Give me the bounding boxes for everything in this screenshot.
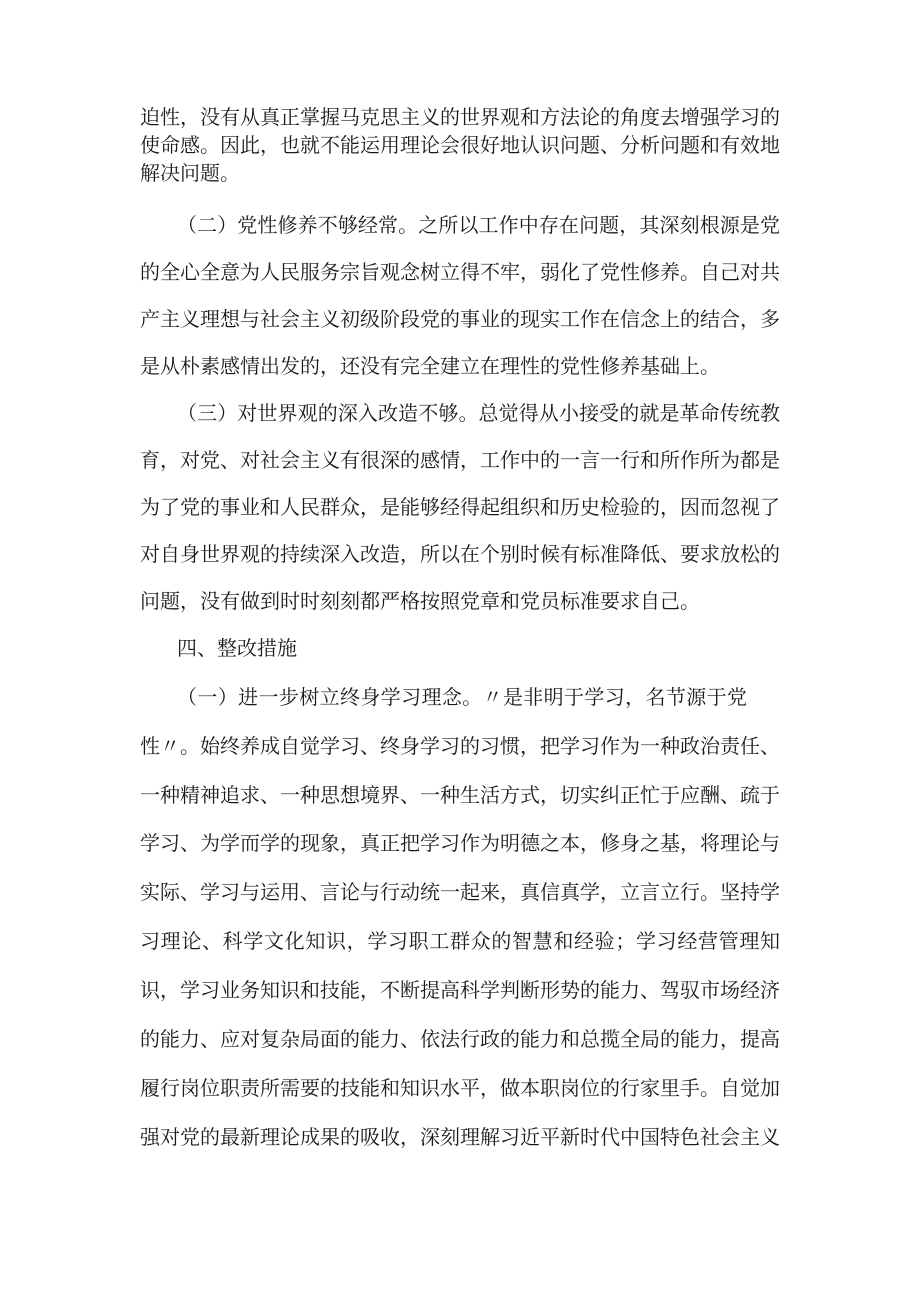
- paragraph-line: 履行岗位职责所需要的技能和知识水平，做本职岗位的行家里手。自觉加: [140, 1076, 780, 1100]
- paragraph-line: 的能力、应对复杂局面的能力、依法行政的能力和总揽全局的能力，提高: [140, 1027, 780, 1051]
- paragraph-line: 强对党的最新理论成果的吸收，深刻理解习近平新时代中国特色社会主义: [140, 1125, 780, 1149]
- paragraph-line: 实际、学习与运用、言论与行动统一起来，真信真学，立言立行。坚持学: [140, 880, 780, 904]
- paragraph-line: （二）党性修养不够经常。之所以工作中存在问题，其深刻根源是党: [177, 213, 780, 237]
- paragraph-line: 习理论、科学文化知识，学习职工群众的智慧和经验；学习经营管理知: [140, 929, 780, 953]
- paragraph-line: 是从朴素感情出发的，还没有完全建立在理性的党性修养基础上。: [140, 354, 720, 378]
- paragraph-line: 使命感。因此，也就不能运用理论会很好地认识问题、分析问题和有效地: [140, 133, 780, 157]
- paragraph-line: 性〃。始终养成自觉学习、终身学习的习惯，把学习作为一种政治责任、: [140, 734, 780, 758]
- paragraph-line: 为了党的事业和人民群众，是能够经得起组织和历史检验的，因而忽视了: [140, 495, 780, 519]
- paragraph-line: 学习、为学而学的现象，真正把学习作为明德之本，修身之基，将理论与: [140, 831, 780, 855]
- paragraph-line: 一种精神追求、一种思想境界、一种生活方式，切实纠正忙于应酬、疏于: [140, 783, 780, 807]
- paragraph-line: 迫性，没有从真正掌握马克思主义的世界观和方法论的角度去增强学习的: [140, 105, 780, 129]
- paragraph-line: （三）对世界观的深入改造不够。总觉得从小接受的就是革命传统教: [177, 401, 780, 425]
- paragraph-line: 解决问题。: [140, 161, 240, 185]
- paragraph-line: 识，学习业务知识和技能，不断提高科学判断形势的能力、驾驭市场经济: [140, 978, 780, 1002]
- paragraph-line: 产主义理想与社会主义初级阶段党的事业的现实工作在信念上的结合，多: [140, 307, 780, 331]
- section-heading: 四、整改措施: [177, 636, 297, 660]
- paragraph-line: 对自身世界观的持续深入改造，所以在个别时候有标准降低、要求放松的: [140, 542, 780, 566]
- paragraph-line: 问题，没有做到时时刻刻都严格按照党章和党员标准要求自己。: [140, 589, 700, 613]
- paragraph-line: （一）进一步树立终身学习理念。〃是非明于学习，名节源于党: [177, 685, 747, 709]
- paragraph-line: 的全心全意为人民服务宗旨观念树立得不牢，弱化了党性修养。自己对共: [140, 260, 780, 284]
- paragraph-line: 育，对党、对社会主义有很深的感情，工作中的一言一行和所作所为都是: [140, 448, 780, 472]
